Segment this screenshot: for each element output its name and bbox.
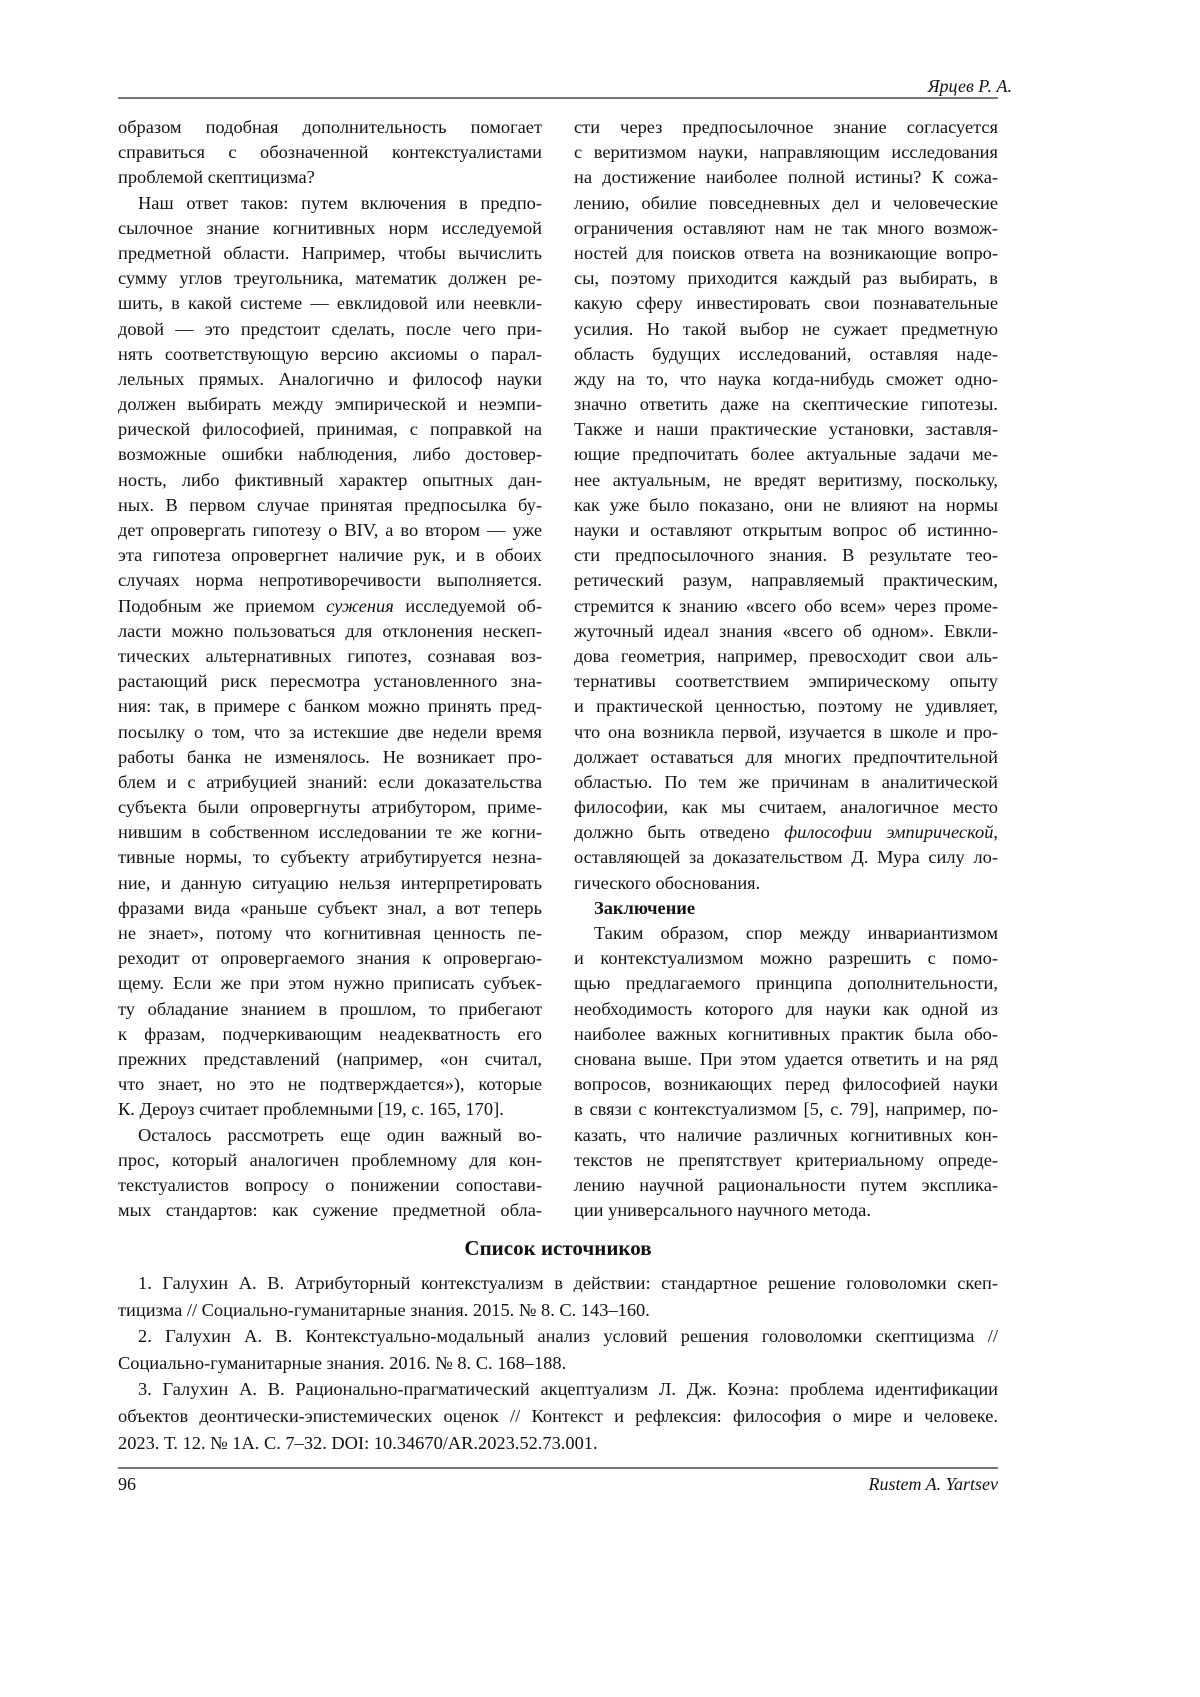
text-line: фразами вида «раньше субъект знал, а вот теперь bbox=[118, 897, 542, 918]
text-line: ных. В первом случае принятая предпосылка бу- bbox=[118, 494, 542, 515]
text-line: стремится к знанию «всего обо всем» через проме- bbox=[574, 595, 998, 616]
reference-line: 3. Галухин А. В. Рационально-прагматический акцептуализм Л. Дж. Коэна: проблема идентификации bbox=[138, 1379, 998, 1400]
text-line: текстуалистов вопросу о понижении сопостави- bbox=[118, 1174, 542, 1195]
text-line: ретический разум, направляемый практическим, bbox=[574, 570, 998, 591]
text-line: казать, что наличие различных когнитивных кон- bbox=[574, 1124, 998, 1145]
references-list bbox=[118, 1270, 998, 1456]
text-segment: должно быть отведено bbox=[574, 822, 785, 843]
reference-line: 1. Галухин А. В. Атрибуторный контекстуализм в действии: стандартное решение головоломки скеп- bbox=[138, 1273, 998, 1293]
paragraph bbox=[118, 115, 542, 191]
reference-line: 2. Галухин А. В. Контекстуально-модальный анализ условий решения головоломки скептицизма // bbox=[138, 1326, 998, 1347]
text-line: возможные ошибки наблюдения, либо достовер- bbox=[118, 444, 542, 465]
text-line: с веритизмом науки, направляющим исследования bbox=[574, 142, 998, 163]
text-line: проблемой скептицизма? bbox=[118, 167, 315, 188]
text-line: ограничения оставляют нам не так много возмож- bbox=[574, 217, 998, 238]
text-line: к фразам, подчеркивающим неадекватность его bbox=[118, 1023, 542, 1044]
text-line: значно ответить даже на скептические гипотезы. bbox=[574, 394, 998, 415]
text-line: ностей для поисков ответа на возникающие вопро- bbox=[574, 242, 998, 263]
text-line: прос, который аналогичен проблемному для кон- bbox=[118, 1149, 542, 1170]
text-line: лельных прямых. Аналогично и философ науки bbox=[118, 368, 542, 389]
right-column bbox=[574, 115, 998, 1223]
running-footer-author: Rustem A. Yartsev bbox=[868, 1474, 998, 1494]
text-line: что она возникла первой, изучается в школе и про- bbox=[574, 721, 998, 742]
text-line: К. Дероуз считает проблемными [19, с. 165, 170]. bbox=[118, 1099, 504, 1120]
text-line: справиться с обозначенной контекстуалистами bbox=[118, 142, 542, 163]
page-number: 96 bbox=[118, 1474, 136, 1494]
text-line: образом подобная дополнительность помогает bbox=[118, 117, 542, 137]
section-heading bbox=[574, 896, 998, 921]
text-line: дова геометрия, например, превосходит свои аль- bbox=[574, 645, 998, 666]
text-line: Осталось рассмотреть еще один важный во- bbox=[138, 1124, 542, 1145]
text-line: шить, в какой системе — евклидовой или неевкли- bbox=[118, 293, 542, 314]
references-heading: Список источников bbox=[464, 1236, 652, 1260]
emphasis-text: философии эмпирической bbox=[784, 822, 994, 843]
text-line: ту обладание знанием в прошлом, то прибегают bbox=[118, 998, 542, 1019]
text-line: как уже было показано, они не влияют на нормы bbox=[574, 494, 998, 515]
reference-item bbox=[118, 1270, 998, 1323]
paragraph bbox=[118, 1123, 542, 1224]
text-line: мых стандартов: как сужение предметной обла- bbox=[118, 1200, 542, 1221]
text-line: область будущих исследований, оставляя наде- bbox=[574, 343, 998, 364]
text-line: ние, и данную ситуацию нельзя интерпретировать bbox=[118, 872, 542, 893]
text-segment: исследуемой об- bbox=[393, 595, 542, 616]
text-line bbox=[118, 594, 542, 619]
text-line: ласти можно пользоваться для отклонения нескеп- bbox=[118, 620, 542, 641]
text-line: тернативы соответствием эмпирическому опыту bbox=[574, 671, 998, 692]
text-line: наиболее важных когнитивных практик была обо- bbox=[574, 1023, 998, 1044]
text-line: оставляющей за доказательством Д. Мура силу ло- bbox=[574, 847, 998, 868]
text-line: лению научной рациональности путем эксплика- bbox=[574, 1174, 998, 1195]
text-line: сти через предпосылочное знание согласуется bbox=[574, 117, 998, 137]
text-line: и практической ценностью, поэтому не удивляет, bbox=[574, 696, 998, 717]
text-line: жду на то, что наука когда-нибудь сможет одно- bbox=[574, 368, 998, 389]
text-line: что знает, но это не подтверждается»), которые bbox=[118, 1074, 542, 1095]
text-line: тивные нормы, то субъекту атрибутируется незна- bbox=[118, 847, 542, 868]
reference-item bbox=[118, 1323, 998, 1376]
text-line: снована выше. При этом удается ответить и на ряд bbox=[574, 1048, 998, 1069]
reference-line: объектов деонтически-эпистемических оценок // Контекст и рефлексия: философия о мире и человеке. bbox=[118, 1405, 998, 1426]
text-line: вопросов, возникающих перед философией науки bbox=[574, 1074, 998, 1095]
text-line: довой — это предстоит сделать, после чего при- bbox=[118, 318, 542, 339]
text-line: усилия. Но такой выбор не сужает предметную bbox=[574, 318, 998, 339]
text-line: науки и оставляют открытым вопрос об истинно- bbox=[574, 520, 998, 540]
text-line: должает оставаться для многих предпочтительной bbox=[574, 746, 998, 767]
text-line: нее актуальным, не вредят веритизму, поскольку, bbox=[574, 469, 998, 490]
text-line: гического обоснования. bbox=[574, 872, 761, 893]
text-line: нившим в собственном исследовании те же когни- bbox=[118, 822, 542, 843]
paragraph bbox=[118, 191, 542, 1123]
text-line: необходимость которого для науки как одной из bbox=[574, 998, 998, 1019]
running-header-author: Ярцев Р. А. bbox=[927, 76, 1012, 96]
text-line: текстов не препятствует критериальному опреде- bbox=[574, 1149, 998, 1170]
text-line: ность, либо фиктивный характер опытных дан- bbox=[118, 469, 542, 490]
text-line: сти предпосылочного знания. В результате тео- bbox=[574, 545, 998, 566]
reference-line: Социально-гуманитарные знания. 2016. № 8. С. 168–188. bbox=[118, 1352, 567, 1373]
text-line: тических альтернативных гипотез, сознавая воз- bbox=[118, 645, 542, 666]
text-segment: , bbox=[993, 822, 998, 843]
text-line: работы банка не изменялось. Не возникает про- bbox=[118, 746, 542, 767]
text-line: сумму углов треугольника, математик должен ре- bbox=[118, 268, 542, 289]
text-line: и контекстуализмом можно разрешить с помо- bbox=[574, 948, 998, 969]
text-line: дет опровергать гипотезу о BIV, а во втором — уже bbox=[118, 520, 542, 540]
text-line: щему. Если же при этом нужно приписать субъек- bbox=[118, 973, 542, 994]
left-column bbox=[118, 115, 542, 1223]
text-line: Таким образом, спор между инвариантизмом bbox=[594, 923, 998, 943]
text-line: ции универсального научного метода. bbox=[574, 1200, 871, 1221]
text-line: Также и наши практические установки, заставля- bbox=[574, 419, 998, 440]
text-line: растающий риск пересмотра установленного зна- bbox=[118, 671, 542, 692]
text-line: ющие предпочитать более актуальные задачи ме- bbox=[574, 444, 998, 465]
text-line: нять соответствующую версию аксиомы о парал- bbox=[118, 343, 542, 364]
paragraph bbox=[574, 115, 998, 896]
text-line: посылку о том, что за истекшие две недели время bbox=[118, 721, 542, 742]
paragraph bbox=[574, 921, 998, 1223]
text-line: не знает», потому что когнитивная ценность пе- bbox=[118, 923, 542, 943]
text-line: рической философией, принимая, с поправкой на bbox=[118, 419, 542, 440]
text-line: прежних представлений (например, «он считал, bbox=[118, 1048, 542, 1069]
text-line: сылочное знание когнитивных норм исследуемой bbox=[118, 217, 542, 238]
text-segment: Подобным же приемом bbox=[118, 595, 327, 616]
text-line: сы, поэтому приходится каждый раз выбирать, в bbox=[574, 268, 998, 289]
text-line: Наш ответ таков: путем включения в предпо- bbox=[138, 192, 542, 213]
reference-line: 2023. Т. 12. № 1А. С. 7–32. DOI: 10.34670/AR.2023.52.73.001. bbox=[118, 1432, 598, 1453]
text-line: философии, как мы считаем, аналогичное место bbox=[574, 797, 998, 818]
text-line: случаях норма непротиворечивости выполняется. bbox=[118, 570, 542, 591]
text-line: лению, обилие повседневных дел и человеческие bbox=[574, 192, 998, 213]
header-rule bbox=[118, 97, 998, 99]
text-line: должен выбирать между эмпирической и неэмпи- bbox=[118, 394, 542, 415]
text-line: субъекта были опровергнуты атрибутором, приме- bbox=[118, 797, 542, 818]
footer-rule bbox=[118, 1467, 998, 1469]
emphasis-text: сужения bbox=[326, 595, 394, 616]
text-line: на достижение наиболее полной истины? К сожа- bbox=[574, 167, 998, 188]
reference-item bbox=[118, 1376, 998, 1456]
text-line: щью предлагаемого принципа дополнительности, bbox=[574, 973, 998, 994]
text-line: реходит от опровергаемого знания к опровергаю- bbox=[118, 948, 542, 969]
text-line: блем и с атрибуцией знаний: если доказательства bbox=[118, 771, 542, 792]
text-line: предметной области. Например, чтобы вычислить bbox=[118, 242, 542, 263]
text-line: жуточный идеал знания «всего об одном». Евкли- bbox=[574, 620, 998, 641]
section-heading-text: Заключение bbox=[594, 897, 696, 918]
text-line: эта гипотеза опровергнет наличие рук, и в обоих bbox=[118, 545, 542, 566]
text-line: в связи с контекстуализмом [5, с. 79], например, по- bbox=[574, 1099, 998, 1120]
text-line: ния: так, в примере с банком можно принять пред- bbox=[118, 696, 542, 717]
text-line: областью. По тем же причинам в аналитической bbox=[574, 771, 998, 792]
text-line bbox=[574, 820, 998, 845]
text-line: какую сферу инвестировать свои познавательные bbox=[574, 293, 998, 314]
reference-line: тицизма // Социально-гуманитарные знания. 2015. № 8. С. 143–160. bbox=[118, 1299, 650, 1320]
